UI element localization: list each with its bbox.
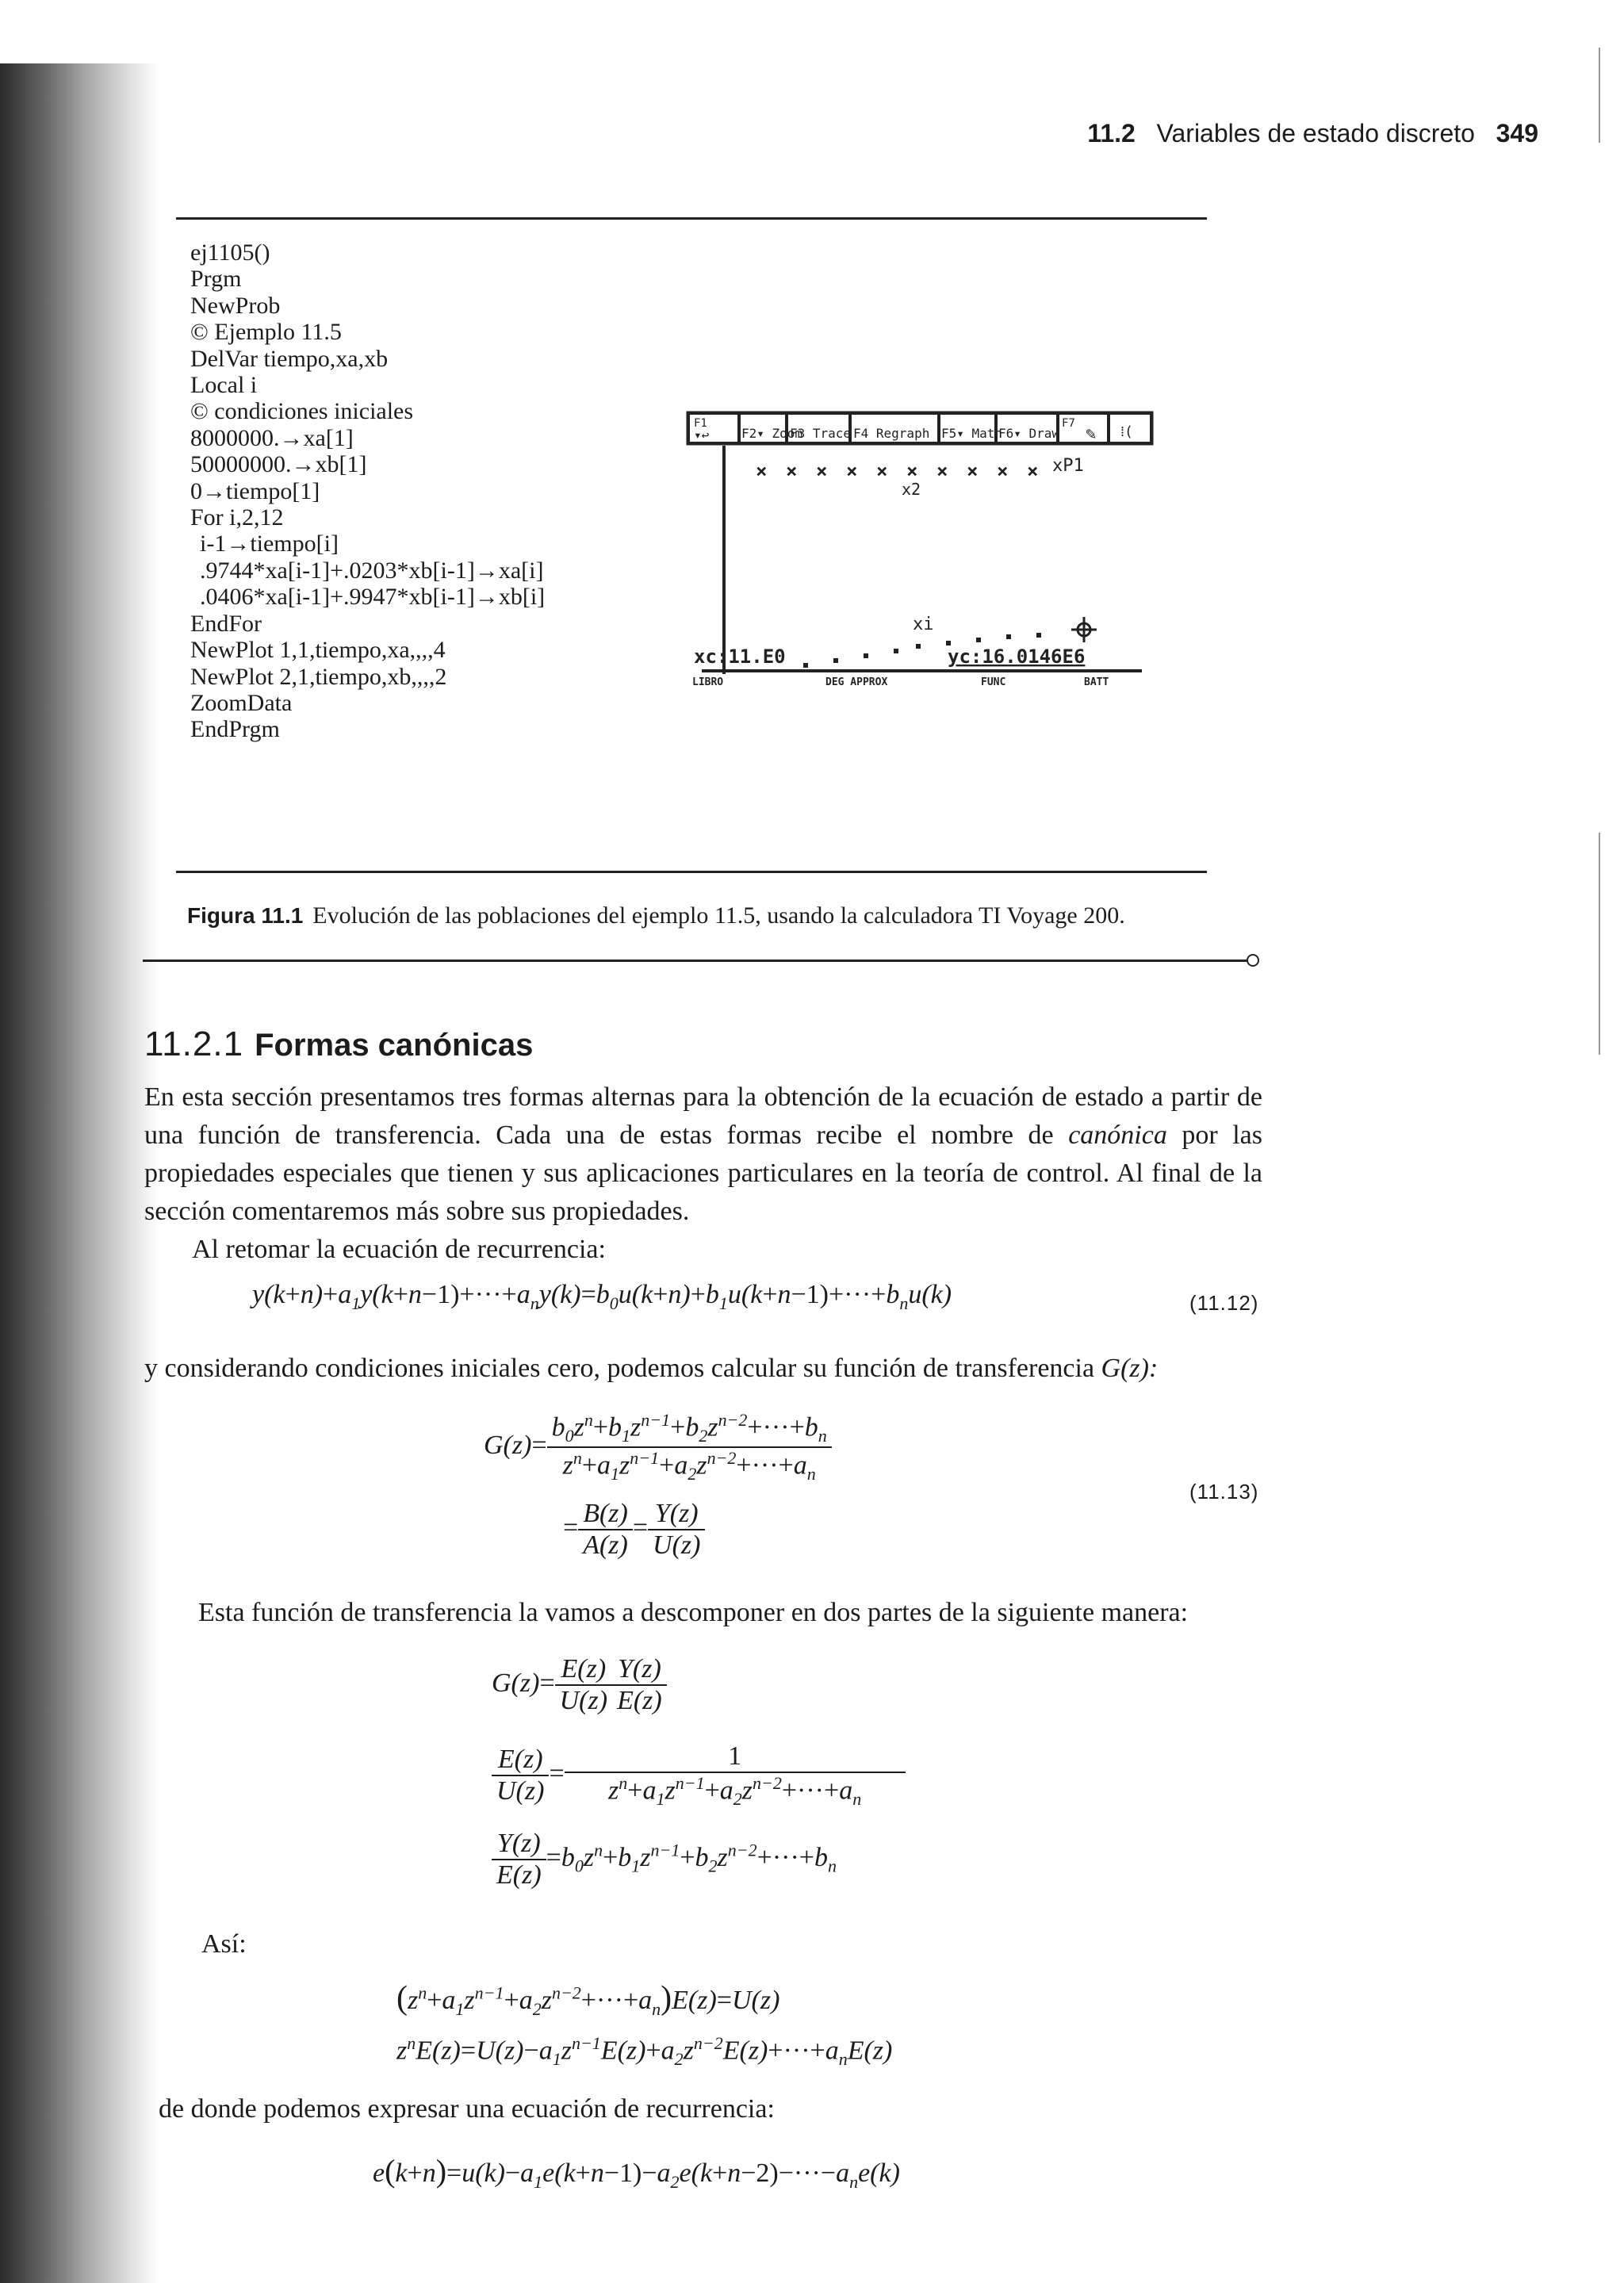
equation-11-13-b: = $\frac{B(z)}{A(z)}$ = $\frac{Y(z)}{U(z)}$ <box>563 1499 705 1561</box>
svg-text:×: × <box>786 460 798 482</box>
paragraph-intro: En esta sección presentamos tres formas alternas para la obtención de la ecuación de estado a partir de una función de transferencia. Cada una de estas formas recibe el nombre de canónica por las propiedades especiales que tienen y sus aplicaciones particulares en la teoría de control. Al final de la sección comentaremos más sobre sus propiedades. <box>144 1082 1262 1226</box>
paragraph-recurrence-2: de donde podemos expresar una ecuación de recurrencia: <box>159 2094 775 2124</box>
equation-number: (11.12) <box>1189 1291 1259 1315</box>
paragraph-recurrence: Al retomar la ecuación de recurrencia: <box>192 1235 606 1264</box>
status-graph: FUNC <box>981 676 1006 688</box>
code-line: .9744*xa[i-1]+.0203*xb[i-1]→xa[i] <box>200 557 544 584</box>
equation-11-12: $y(k+n)+a_1y(k+n-1)+\cdot\cdot\cdot+a_ny(k)=b_0u(k+n)+b_1u(k+n-1)+\cdot\cdot\cdot+b_nu(k)$ <box>252 1280 952 1313</box>
figure-caption <box>187 902 1125 929</box>
caption-rule <box>143 960 1253 962</box>
program-listing <box>190 239 545 743</box>
equation-split-3: $\frac{Y(z)}{E(z)}$ $=b_0z^n+b_1z^{n-1}+b_2z^{n-2}+\cdot\cdot\cdot+b_n$ <box>492 1829 837 1890</box>
paragraph-decompose: Esta función de transferencia la vamos a descomponer en dos partes de la siguiente manera: <box>198 1598 1189 1627</box>
plot-label-x2: x2 <box>902 480 921 499</box>
equation-recurrence-e: $e(k+n)=u(k)-a_1e(k+n-1)-a_2e(k+n-2)-\cdot\cdot\cdot-a_ne(k)$ <box>373 2153 900 2192</box>
menu-f3-label: F3 Trace <box>790 426 852 441</box>
equation-asi-1: $(z^n+a_1z^{n-1}+a_2z^{n-2}+\cdot\cdot\cdot+a_n)E(z)=U(z)$ <box>396 1980 780 2019</box>
svg-text:×: × <box>756 460 768 482</box>
menu-f7-label: F7 <box>1062 417 1075 430</box>
menu-f2-label: F2▾ Zoom <box>741 426 803 441</box>
code-line: ZoomData <box>190 689 293 716</box>
f1-arrows-icon: ▾↩ <box>694 427 710 442</box>
paragraph-transfer: y considerando condiciones iniciales cero, podemos calcular su función de transferencia G(z): <box>144 1354 1159 1383</box>
code-line: © condiciones iniciales <box>190 398 414 425</box>
pencil-icon: ✎ <box>1086 424 1097 444</box>
svg-text:×: × <box>906 460 918 482</box>
code-line: For i,2,12 <box>190 504 284 531</box>
figure-top-rule <box>176 217 1207 220</box>
code-line: EndFor <box>190 610 262 637</box>
status-angle: DEG APPROX <box>825 676 888 688</box>
figure-caption-text: Evolución de las poblaciones del ejemplo 11.5, usando la calculadora TI Voyage 200. <box>312 902 1125 929</box>
section-heading: 11.2.1 Formas canónicas <box>144 1025 534 1063</box>
figure-bottom-rule <box>176 871 1207 873</box>
series-xb-marks <box>756 460 1038 482</box>
margin-rule <box>1599 833 1600 1055</box>
menu-f1-label: F1 <box>694 417 707 430</box>
equation-asi-2: $z^nE(z)=U(z)-a_1z^{n-1}E(z)+a_2z^{n-2}E(z)+\cdot\cdot\cdot+a_nE(z)$ <box>396 2033 893 2070</box>
svg-text:×: × <box>1027 460 1039 482</box>
equation-split-1: G(z)= $\frac{E(z)}{U(z)}$ $\frac{Y(z)}{E(z)}$ <box>492 1654 667 1716</box>
margin-rule <box>1599 48 1600 143</box>
code-line: 50000000.→xb[1] <box>190 451 367 478</box>
code-line: ej1105() <box>190 239 270 266</box>
yc-readout: yc:16.0146E6 <box>948 645 1086 668</box>
code-line: 8000000.→xa[1] <box>190 424 354 451</box>
code-line: 0→tiempo[1] <box>190 477 320 504</box>
equation-number: (11.13) <box>1189 1480 1259 1503</box>
caption-rule-end <box>1247 954 1259 967</box>
figure-label: Figura 11.1 <box>187 903 304 928</box>
code-line: DelVar tiempo,xa,xb <box>190 345 389 372</box>
book-spine-shadow <box>0 0 159 2283</box>
trace-cursor-icon <box>1071 617 1097 642</box>
xc-readout: xc:11.E0 <box>694 645 786 668</box>
tool-icon: ⁞( <box>1120 423 1133 440</box>
status-mode: LIBRO <box>692 676 724 688</box>
equation-split-2: $\frac{E(z)}{U(z)}$ = $\frac{1}{z^n+a_1z^{n-1}+a_2z^{n-2}+\cdot\cdot\cdot+a_n}$ <box>492 1741 906 1810</box>
code-line: EndPrgm <box>190 716 280 743</box>
svg-text:×: × <box>936 460 948 482</box>
code-line: Prgm <box>190 266 242 293</box>
status-battery: BATT <box>1084 676 1109 688</box>
code-line: NewPlot 2,1,tiempo,xb,,,,2 <box>190 663 447 690</box>
paragraph-asi: Así: <box>201 1929 247 1959</box>
svg-text:×: × <box>846 460 858 482</box>
equation-11-13-a: G(z)= $\frac{b_0z^n+b_1z^{n-1}+b_2z^{n-2}+\cdot\cdot\cdot+b_n}{z^n+a_1z^{n-1}+a_2z^{n-2}+\cdot\cdot\cdot+a_n}$ <box>484 1410 832 1484</box>
svg-text:×: × <box>876 460 888 482</box>
menu-f5-label: F5▾ Math <box>941 426 1003 441</box>
plot-label-xi: xi <box>913 615 934 634</box>
calculator-screen <box>686 404 1154 690</box>
page-margin-top <box>0 0 159 63</box>
code-line: NewPlot 1,1,tiempo,xa,,,,4 <box>190 637 446 664</box>
menu-f4-label: F4 Regraph <box>853 426 930 441</box>
code-line: i-1→tiempo[i] <box>200 531 339 557</box>
running-head: 11.2 Variables de estado discreto 349 <box>1087 119 1538 147</box>
code-line: .0406*xa[i-1]+.9947*xb[i-1]→xb[i] <box>200 584 546 611</box>
menu-f6-label: F6▾ Draw <box>998 426 1060 441</box>
plot-label-p1: xP1 <box>1052 456 1084 476</box>
code-line: © Ejemplo 11.5 <box>190 319 342 346</box>
svg-text:×: × <box>967 460 979 482</box>
code-line: Local i <box>190 372 258 399</box>
svg-text:×: × <box>997 460 1009 482</box>
svg-text:×: × <box>816 460 828 482</box>
code-line: NewProb <box>190 292 281 319</box>
